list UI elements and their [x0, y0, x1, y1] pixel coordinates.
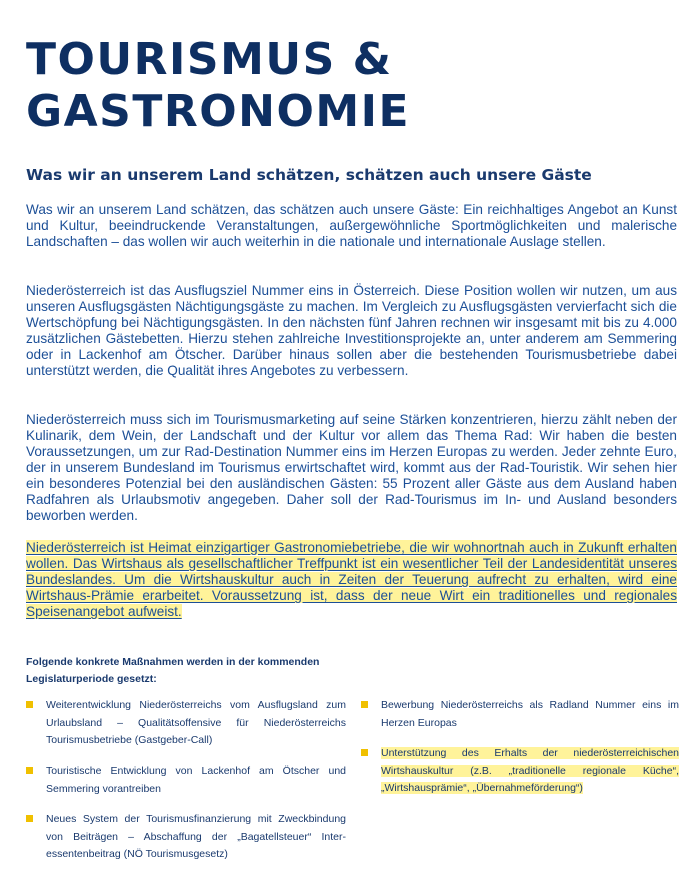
- measures-intro: Folgende konkrete Maßnahmen werden in der kommenden Legislaturperiode gesetzt:: [26, 656, 320, 685]
- highlighted-paragraph-text: Niederösterreich ist Heimat einzigartiger Gastronomiebetriebe, die wir wohnortnah auch in Zukunft erhalten wollen. Das Wirtshaus als gesellschaftlicher Treffpunkt ist ein wesentlicher Teil der Landesidentität unseres Bundeslandes. Um die Wirtshauskultur auch in Zeiten der Teuerung aufrecht zu erhalten, wird eine Wirtshaus-Prämie erarbeitet. Voraussetzung ist, dass der neue Wirt ein traditionelles und regionales Speisenangebot aufweist.: [26, 540, 677, 619]
- measure-item: [26, 697, 346, 750]
- paragraph-3: Niederösterreich muss sich im Tourismusmarketing auf seine Stärken konzentrieren, hierzu zählt neben der Kulinarik, dem Wein, der Landschaft und der Kultur vor allem das Thema Rad: Wir haben die besten Voraussetzungen, um zur Rad-Destination Nummer eins im Herzen Europas zu werden. Jeder zehnte Euro, der in unserem Bundesland im Tourismus erwirtschaftet wird, kommt aus der Rad-Touristik. Wir sehen hier ein besonderes Potenzial bei den ausländischen Gästen: 55 Prozent aller Gäste aus dem Ausland haben Radfahren als Urlaubsmotiv angegeben. Daher soll der Rad-Tourismus im In- und Ausland besonders beworben werden.: [26, 412, 677, 523]
- bullet-square-icon: [361, 749, 368, 756]
- bullet-square-icon: [26, 701, 33, 708]
- bullet-square-icon: [26, 815, 33, 822]
- page-title: [26, 34, 410, 138]
- bullet-square-icon: [26, 767, 33, 774]
- measure-item-text: Weiterentwicklung Niederösterreichs vom Ausflugsland zum Urlaubsland – Qualitätsoffensive für Niederösterreichs Tourismusbetriebe (Gastgeber-Call): [46, 699, 346, 746]
- measure-item: [361, 697, 679, 732]
- bullet-square-icon: [361, 701, 368, 708]
- measure-item: [361, 745, 679, 798]
- measure-item-text: Bewerbung Niederösterreichs als Radland Nummer eins im Herzen Europas: [381, 699, 679, 729]
- title-line-1: TOURISMUS &: [26, 34, 393, 85]
- highlighted-paragraph: [26, 540, 677, 620]
- measure-item: [26, 763, 346, 798]
- measure-item: [26, 811, 346, 864]
- measure-item-text: Touristische Entwicklung von Lackenhof am Ötscher und Semmering vorantreiben: [46, 765, 346, 795]
- section-subtitle: Was wir an unserem Land schätzen, schätzen auch unsere Gäste: [26, 166, 592, 184]
- title-line-2: GASTRONOMIE: [26, 86, 411, 137]
- measure-item-text: Unterstützung des Erhalts der niederösterreichischen Wirtshauskultur (z.B. „traditionelle regionale Küche“, „Wirtshausprämie“, „Übernahmeförderung“): [381, 747, 679, 794]
- measure-item-text: Neues System der Tourismusfinanzierung mit Zweckbindung von Beiträgen – Abschaffung der „Bagatellsteuer“ Interessentenbeitrag (NÖ Tourismusgesetz): [46, 813, 346, 860]
- paragraph-1: Was wir an unserem Land schätzen, das schätzen auch unsere Gäste: Ein reichhaltiges Angebot an Kunst und Kultur, beeindruckende Veranstaltungen, außergewöhnliche Sportmöglichkeiten und malerische Landschaften – das wollen wir auch weiterhin in die nationale und internationale Auslage stellen.: [26, 202, 677, 249]
- paragraph-2: Niederösterreich ist das Ausflugsziel Nummer eins in Österreich. Diese Position wollen wir nutzen, um aus unseren Ausflugsgästen Nächtigungsgäste zu machen. Im Vergleich zu Ausflugsgästen vervierfacht sich die Wertschöpfung bei Nächtigungsgästen. In den nächsten fünf Jahren rechnen wir insgesamt mit bis zu 4.000 zusätzlichen Gästebetten. Hierzu stehen zahlreiche Investitionsprojekte an, unter anderem am Semmering oder in Lackenhof am Ötscher. Darüber hinaus sollen aber die bestehenden Tourismusbetriebe dabei unterstützt werden, die Qualität ihres Angebotes zu verbessern.: [26, 283, 677, 378]
